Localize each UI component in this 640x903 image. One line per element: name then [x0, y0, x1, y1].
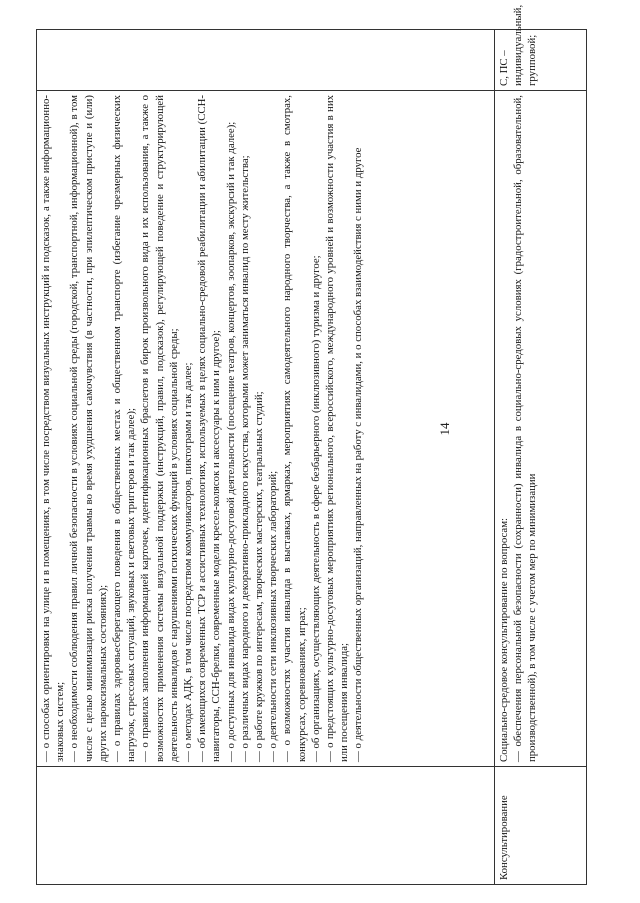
rotated-table-container: [36, 4, 587, 885]
content-cell: [37, 91, 495, 767]
list-item: — о необходимости соблюдения правил личной безопасности в условиях социальной среды (городской, транспортной, информационной), в том числе с целью минимизации риска получения травмы во время ухудшения самочувствия (в частности, при эпилептическом приступе и (или) других пароксизмальных состояниях);: [68, 95, 109, 762]
list-item: — о способах ориентировки на улице и в помещениях, в том числе посредством визуальных инструкций и подсказок, а также информационно-знаковых систем;: [40, 95, 67, 762]
list-item: — об организациях, осуществляющих деятельность в сфере безбарьерного (инклюзивного) туризма и другое;: [309, 255, 322, 762]
list-item: — об имеющихся современных ТСР и ассистивных технологиях, используемых в целях социально-средовой реабилитации и абилитации (ССН-навигаторы, ССН-брелки, современные модели кресел-колясок и аксессуары к ним и другое);: [196, 95, 223, 762]
list-item: — обеспечения персональной безопасности (сохранности) инвалида в социально-средовых условиях (градостроительной, образовательной, производственной), в том числе с учетом мер по минимизации: [512, 95, 539, 762]
list-item: — о правилах заполнения информацией карточек, идентификационных браслетов и бирок произвольного вида и их использования, а также о возможностях применения системы визуальной поддержки (инструкций, правил, подсказок), регулирующей поведение и структурирующей деятельность инвалидов с нарушениями психических функций в условиях социальной среды;: [139, 95, 180, 762]
service-name-cell: Консультирование: [495, 767, 587, 885]
list-item: Социально-средовое консультирование по вопросам:: [498, 517, 510, 762]
list-item: — о возможностях участия инвалида в выставках, ярмарках, мероприятиях самодеятельного народного творчества, а также в смотрах, конкурсах, соревнованиях, играх;: [281, 95, 308, 762]
list-item: — о работе кружков по интересам, творческих мастерских, театральных студий;: [253, 391, 266, 762]
list-item: — о предстоящих культурно-досуговых мероприятиях регионального, всероссийского, международного уровней и возможности участия в них или посещения инвалида;: [324, 95, 351, 762]
list-item: — о методах АДК, в том числе посредством коммуникаторов, пиктограмм и так далее;: [182, 362, 195, 762]
list-item: — о доступных для инвалида видах культурно-досуговой деятельности (посещение театров, концертов, зоопарков, экскурсий и так далее);: [224, 121, 237, 762]
service-name-cell: [37, 767, 495, 885]
table-row: [37, 30, 495, 885]
list-item: — о деятельности общественных организаций, направленных на работу с инвалидами, и о способах взаимодействия с ними и другое: [352, 147, 365, 762]
list-item: — о деятельности сети инклюзивных творческих лабораторий;: [267, 470, 280, 762]
services-table: [36, 4, 587, 885]
table-row: [495, 30, 587, 885]
form-cell: [37, 30, 495, 91]
list-item: — о различных видах народного и декоративно-прикладного искусства, которыми может заниматься инвалид по месту жительства;: [238, 155, 251, 762]
page-number: 14: [437, 422, 452, 436]
form-cell: С, ПС – индивидуальный, групповой;: [495, 30, 587, 91]
content-cell: [495, 91, 587, 767]
list-item: — о правилах здоровьесберегающего поведения в общественных местах и общественном транспорте (избегание чрезмерных физических нагрузок, стрессовых ситуаций, звуковых и световых триггеров и так далее);: [111, 95, 138, 762]
